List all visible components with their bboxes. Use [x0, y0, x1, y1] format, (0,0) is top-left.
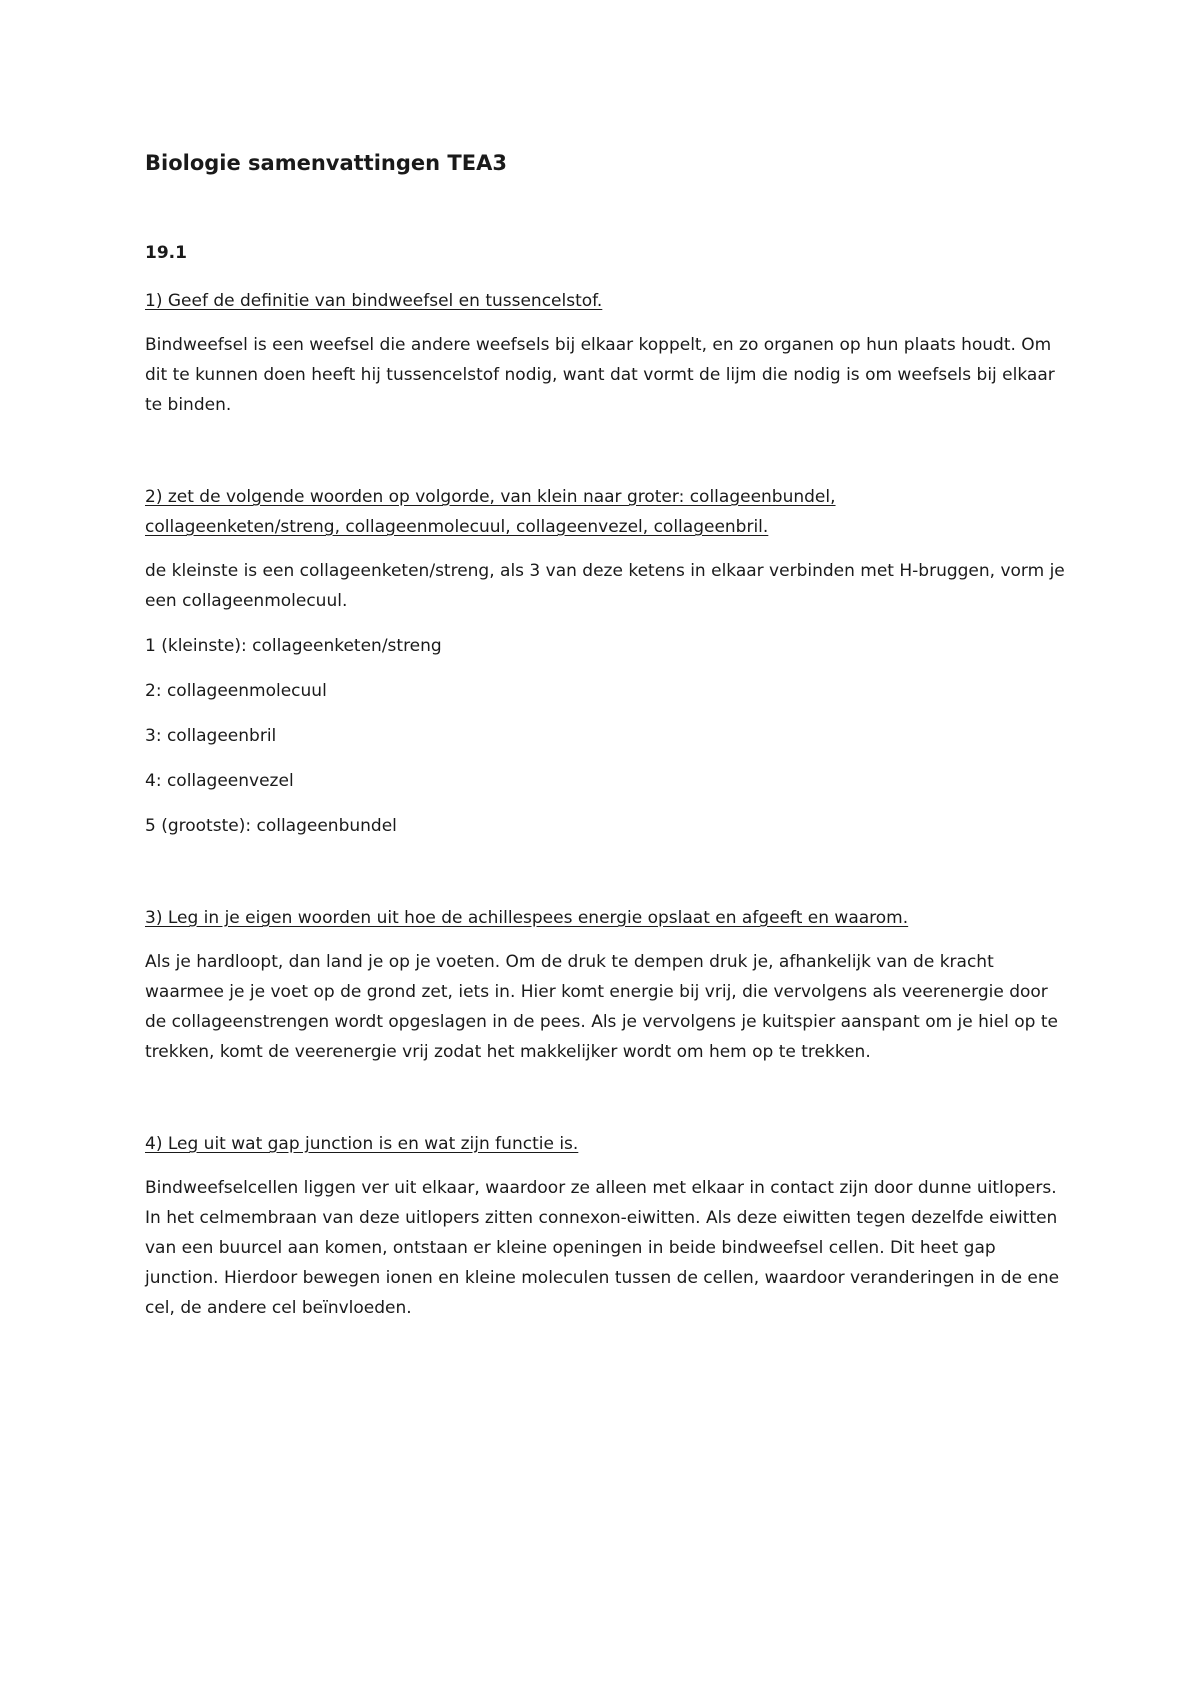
list-item: 4: collageenvezel — [145, 771, 294, 791]
question-4: 4) Leg uit wat gap junction is en wat zijn functie is. — [145, 1134, 579, 1154]
question-2-line-1: 2) zet de volgende woorden op volgorde, van klein naar groter: collageenbundel, — [145, 487, 836, 507]
list-item: 1 (kleinste): collageenketen/streng — [145, 636, 442, 656]
answer-2: de kleinste is een collageenketen/streng, als 3 van deze ketens in elkaar verbinden met H-bruggen, vorm je een collageenmolecuul. — [145, 561, 1065, 611]
list-item: 5 (grootste): collageenbundel — [145, 816, 397, 836]
list-item: 3: collageenbril — [145, 726, 277, 746]
answer-1: Bindweefsel is een weefsel die andere weefsels bij elkaar koppelt, en zo organen op hun plaats houdt. Om dit te kunnen doen heeft hij tussencelstof nodig, want dat vormt de lijm die nodig is om weefsels bij elkaar te binden. — [145, 335, 1055, 415]
question-block-2 — [145, 482, 1065, 841]
answer-4: Bindweefselcellen liggen ver uit elkaar, waardoor ze alleen met elkaar in contact zijn door dunne uitlopers. In het celmembraan van deze uitlopers zitten connexon-eiwitten. Als deze eiwitten tegen dezelfde eiwitten van een buurcel aan komen, ontstaan er kleine openingen in beide bindweefsel cellen. Dit heet gap junction. Hierdoor bewegen ionen en kleine moleculen tussen de cellen, waardoor veranderingen in de ene cel, de andere cel beïnvloeden. — [145, 1178, 1060, 1318]
section-number: 19.1 — [145, 243, 187, 263]
question-1: 1) Geef de definitie van bindweefsel en tussencelstof. — [145, 291, 603, 311]
question-2-line-2: collageenketen/streng, collageenmolecuul, collageenvezel, collageenbril. — [145, 517, 769, 537]
question-block-1 — [145, 286, 1065, 420]
question-block-4 — [145, 1129, 1065, 1323]
document-content — [145, 148, 1065, 1323]
list-item: 2: collageenmolecuul — [145, 681, 327, 701]
answer-3: Als je hardloopt, dan land je op je voeten. Om de druk te dempen druk je, afhankelijk van de kracht waarmee je je voet op de grond zet, iets in. Hier komt energie bij vrij, die vervolgens als veerenergie door de collageenstrengen wordt opgeslagen in de pees. Als je vervolgens je kuitspier aanspant om je hiel op te trekken, komt de veerenergie vrij zodat het makkelijker wordt om hem op te trekken. — [145, 952, 1058, 1062]
question-block-3 — [145, 903, 1065, 1067]
document-title: Biologie samenvattingen TEA3 — [145, 151, 507, 175]
question-3: 3) Leg in je eigen woorden uit hoe de achillespees energie opslaat en afgeeft en waarom. — [145, 908, 909, 928]
